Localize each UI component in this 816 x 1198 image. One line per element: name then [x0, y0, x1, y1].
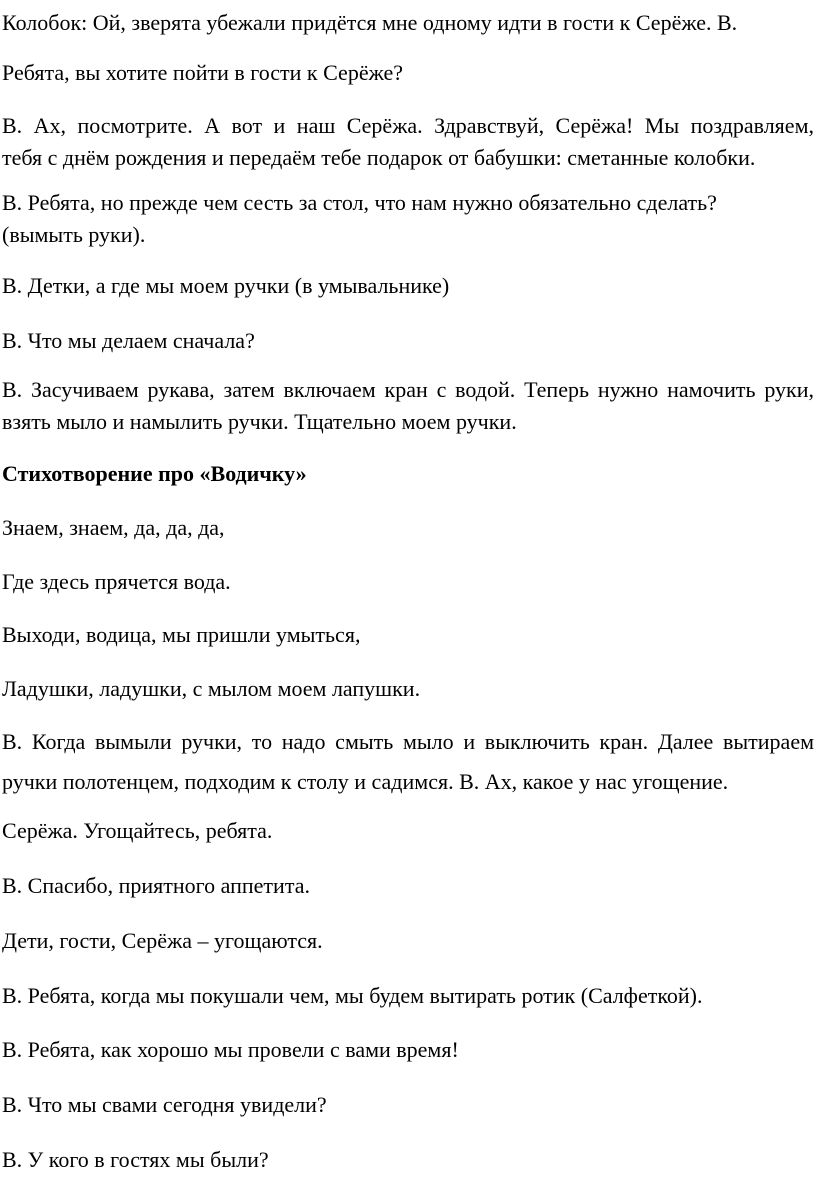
paragraph-who-visited	[2, 1144, 814, 1176]
poem-heading	[2, 458, 814, 490]
paragraph-greeting	[2, 110, 814, 174]
text-line: ручки полотенцем, подходим к столу и садимся. В. Ах, какое у нас угощение.	[2, 769, 729, 794]
paragraph-napkin	[2, 980, 814, 1012]
text-line: взять мыло и намылить ручки. Тщательно моем ручки.	[2, 409, 517, 434]
text-line: Выходи, водица, мы пришли умыться,	[2, 622, 361, 647]
text-line: В. Детки, а где мы моем ручки (в умывальнике)	[2, 273, 450, 298]
text-line: Дети, гости, Серёжа – угощаются.	[2, 928, 323, 953]
text-line: В. У кого в гостях мы были?	[2, 1147, 269, 1172]
text-line: В. Что мы делаем сначала?	[2, 328, 255, 353]
poem-line-3	[2, 619, 814, 651]
text-line: (вымыть руки).	[2, 222, 146, 247]
poem-line-4	[2, 673, 814, 705]
text-line: В. Спасибо, приятного аппетита.	[2, 873, 310, 898]
paragraph-what-seen	[2, 1089, 814, 1121]
text-line: В. Засучиваем рукава, затем включаем кран с водой. Теперь нужно намочить руки,	[2, 377, 814, 402]
poem-line-2	[2, 566, 814, 598]
paragraph-good-time	[2, 1034, 814, 1066]
text-line: В. Ребята, когда мы покушали чем, мы будем вытирать ротик (Салфеткой).	[2, 983, 703, 1008]
text-line: В. Что мы свами сегодня увидели?	[2, 1092, 327, 1117]
paragraph-where-wash	[2, 270, 814, 302]
text-line: Ладушки, ладушки, с мылом моем лапушки.	[2, 676, 421, 701]
text-line: Колобок: Ой, зверята убежали придётся мне одному идти в гости к Серёже. В.	[2, 10, 738, 35]
text-line: В. Ребята, как хорошо мы провели с вами время!	[2, 1037, 459, 1062]
paragraph-thanks	[2, 870, 814, 902]
poem-line-1	[2, 512, 814, 544]
paragraph-after-washing	[2, 722, 814, 802]
text-line: В. Когда вымыли ручки, то надо смыть мыло и выключить кран. Далее вытираем	[2, 729, 814, 754]
text-line: тебя с днём рождения и передаём тебе подарок от бабушки: сметанные колобки.	[2, 145, 756, 170]
paragraph-seryozha-treat	[2, 815, 814, 847]
paragraph-what-first	[2, 325, 814, 357]
paragraph-question-visit	[2, 57, 814, 89]
text-line: Знаем, знаем, да, да, да,	[2, 515, 225, 540]
paragraph-washing-steps	[2, 374, 814, 438]
text-line: Ребята, вы хотите пойти в гости к Серёже?	[2, 60, 404, 85]
text-line: Стихотворение про «Водичку»	[2, 461, 307, 486]
text-line: В. Ах, посмотрите. А вот и наш Серёжа. Здравствуй, Серёжа! Мы поздравляем,	[2, 113, 814, 138]
paragraph-kolobok-intro	[2, 7, 814, 39]
text-line: В. Ребята, но прежде чем сесть за стол, что нам нужно обязательно сделать?	[2, 190, 717, 215]
paragraph-before-table	[2, 187, 814, 251]
text-line: Где здесь прячется вода.	[2, 569, 231, 594]
paragraph-guests-eat	[2, 925, 814, 957]
text-line: Серёжа. Угощайтесь, ребята.	[2, 818, 273, 843]
